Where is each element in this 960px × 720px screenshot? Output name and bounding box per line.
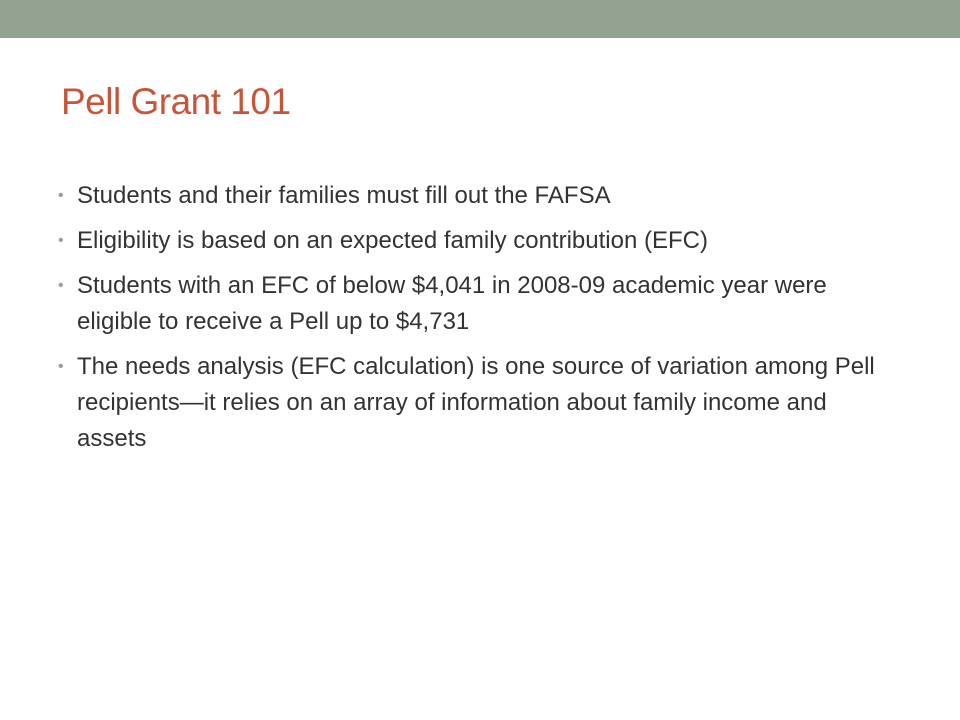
- bullet-item: [58, 349, 898, 457]
- bullet-item: [58, 178, 898, 214]
- bullet-list: [58, 178, 898, 466]
- top-accent-bar: [0, 0, 960, 38]
- bullet-text: The needs analysis (EFC calculation) is one source of variation among Pell recipients—it relies on an array of information about family income and assets: [77, 353, 875, 452]
- bullet-icon: •: [58, 187, 64, 204]
- bullet-text: Students and their families must fill out the FAFSA: [77, 182, 611, 209]
- bullet-icon: •: [58, 358, 64, 375]
- bullet-icon: •: [58, 232, 64, 249]
- bullet-text: Students with an EFC of below $4,041 in 2008-09 academic year were eligible to receive a Pell up to $4,731: [77, 272, 827, 335]
- bullet-icon: •: [58, 277, 64, 294]
- slide-title: Pell Grant 101: [61, 81, 291, 122]
- bullet-item: [58, 223, 898, 259]
- bullet-text: Eligibility is based on an expected family contribution (EFC): [77, 227, 708, 254]
- bullet-item: [58, 268, 898, 340]
